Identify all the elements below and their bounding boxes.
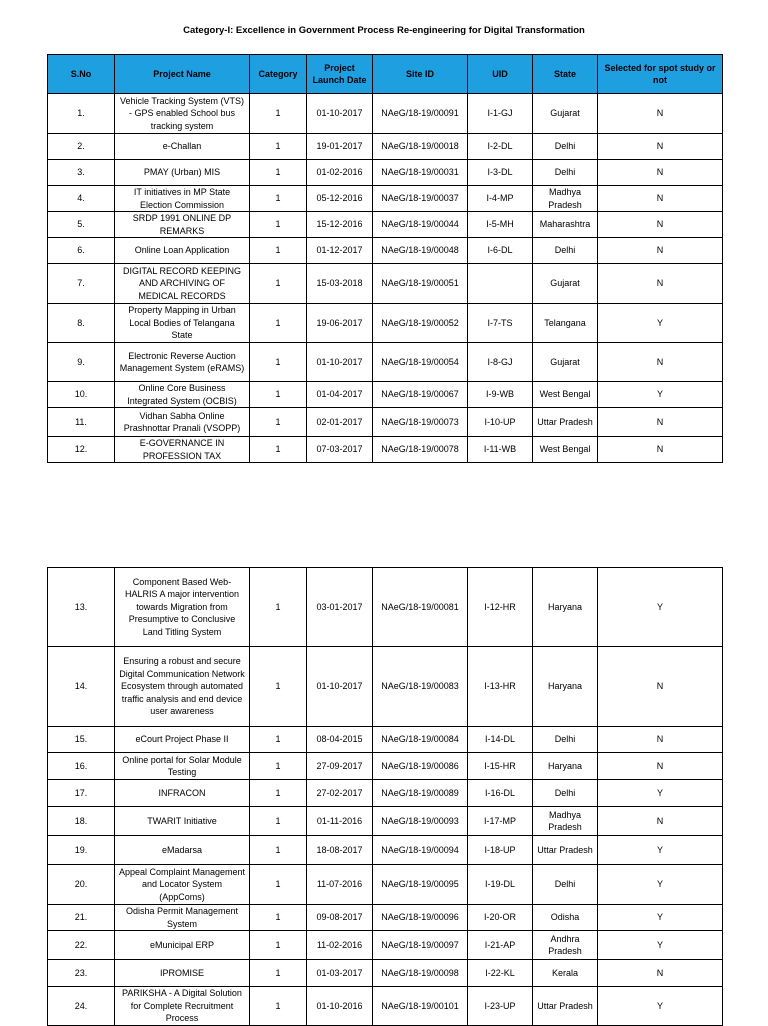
cell-selected: N bbox=[598, 212, 723, 238]
cell-site-id: NAeG/18-19/00084 bbox=[373, 727, 468, 753]
cell-category: 1 bbox=[250, 865, 307, 905]
table-row bbox=[48, 647, 723, 727]
table-row bbox=[48, 212, 723, 238]
cell-state: Madhya Pradesh bbox=[533, 807, 598, 836]
cell-project-name: DIGITAL RECORD KEEPING AND ARCHIVING OF MEDICAL RECORDS bbox=[115, 264, 250, 304]
cell-uid: I-1-GJ bbox=[468, 94, 533, 134]
table-row bbox=[48, 987, 723, 1026]
cell-state: Madhya Pradesh bbox=[533, 186, 598, 212]
cell-state: Andhra Pradesh bbox=[533, 931, 598, 960]
cell-category: 1 bbox=[250, 647, 307, 727]
cell-uid: I-22-KL bbox=[468, 960, 533, 987]
cell-state: Delhi bbox=[533, 134, 598, 160]
table-row bbox=[48, 780, 723, 807]
table-row bbox=[48, 134, 723, 160]
table-row bbox=[48, 264, 723, 304]
cell-launch-date: 01-11-2016 bbox=[307, 807, 373, 836]
cell-sno: 18. bbox=[48, 807, 115, 836]
cell-state: Gujarat bbox=[533, 264, 598, 304]
header-site-id: Site ID bbox=[373, 55, 468, 94]
cell-uid: I-6-DL bbox=[468, 238, 533, 264]
header-selected: Selected for spot study or not bbox=[598, 55, 723, 94]
cell-category: 1 bbox=[250, 212, 307, 238]
cell-selected: N bbox=[598, 186, 723, 212]
cell-uid: I-4-MP bbox=[468, 186, 533, 212]
cell-category: 1 bbox=[250, 238, 307, 264]
cell-launch-date: 15-12-2016 bbox=[307, 212, 373, 238]
cell-project-name: Vidhan Sabha Online Prashnottar Pranali (VSOPP) bbox=[115, 408, 250, 437]
table-row bbox=[48, 238, 723, 264]
cell-sno: 19. bbox=[48, 836, 115, 865]
cell-selected: N bbox=[598, 134, 723, 160]
cell-uid: I-20-OR bbox=[468, 905, 533, 931]
cell-project-name: Appeal Complaint Management and Locator System (AppComs) bbox=[115, 865, 250, 905]
cell-selected: Y bbox=[598, 905, 723, 931]
cell-selected: N bbox=[598, 960, 723, 987]
cell-site-id: NAeG/18-19/00073 bbox=[373, 408, 468, 437]
cell-state: Delhi bbox=[533, 238, 598, 264]
header-row bbox=[48, 55, 723, 94]
cell-project-name: eCourt Project Phase II bbox=[115, 727, 250, 753]
cell-category: 1 bbox=[250, 931, 307, 960]
cell-project-name: Ensuring a robust and secure Digital Communication Network Ecosystem through automated traffic analysis and end device user awareness bbox=[115, 647, 250, 727]
table-row bbox=[48, 836, 723, 865]
cell-project-name: e-Challan bbox=[115, 134, 250, 160]
cell-launch-date: 15-03-2018 bbox=[307, 264, 373, 304]
cell-uid: I-12-HR bbox=[468, 568, 533, 647]
cell-state: Maharashtra bbox=[533, 212, 598, 238]
cell-category: 1 bbox=[250, 836, 307, 865]
cell-sno: 5. bbox=[48, 212, 115, 238]
cell-site-id: NAeG/18-19/00018 bbox=[373, 134, 468, 160]
cell-state: Uttar Pradesh bbox=[533, 987, 598, 1026]
table-row bbox=[48, 160, 723, 186]
cell-project-name: IPROMISE bbox=[115, 960, 250, 987]
cell-site-id: NAeG/18-19/00048 bbox=[373, 238, 468, 264]
cell-launch-date: 18-08-2017 bbox=[307, 836, 373, 865]
cell-category: 1 bbox=[250, 304, 307, 343]
cell-category: 1 bbox=[250, 437, 307, 463]
cell-sno: 10. bbox=[48, 382, 115, 408]
header-uid: UID bbox=[468, 55, 533, 94]
cell-selected: Y bbox=[598, 382, 723, 408]
cell-site-id: NAeG/18-19/00089 bbox=[373, 780, 468, 807]
cell-sno: 16. bbox=[48, 753, 115, 780]
cell-category: 1 bbox=[250, 160, 307, 186]
cell-launch-date: 01-10-2017 bbox=[307, 343, 373, 382]
cell-selected: N bbox=[598, 807, 723, 836]
cell-launch-date: 01-12-2017 bbox=[307, 238, 373, 264]
cell-sno: 17. bbox=[48, 780, 115, 807]
header-sno: S.No bbox=[48, 55, 115, 94]
cell-category: 1 bbox=[250, 264, 307, 304]
cell-project-name: Electronic Reverse Auction Management System (eRAMS) bbox=[115, 343, 250, 382]
cell-sno: 21. bbox=[48, 905, 115, 931]
cell-launch-date: 07-03-2017 bbox=[307, 437, 373, 463]
cell-project-name: Property Mapping in Urban Local Bodies of Telangana State bbox=[115, 304, 250, 343]
table-row bbox=[48, 960, 723, 987]
cell-launch-date: 08-04-2015 bbox=[307, 727, 373, 753]
cell-uid: I-8-GJ bbox=[468, 343, 533, 382]
cell-sno: 13. bbox=[48, 568, 115, 647]
cell-launch-date: 02-01-2017 bbox=[307, 408, 373, 437]
cell-sno: 6. bbox=[48, 238, 115, 264]
cell-selected: N bbox=[598, 343, 723, 382]
cell-uid: I-18-UP bbox=[468, 836, 533, 865]
table-row bbox=[48, 568, 723, 647]
cell-selected: Y bbox=[598, 931, 723, 960]
cell-state: Haryana bbox=[533, 647, 598, 727]
cell-project-name: eMunicipal ERP bbox=[115, 931, 250, 960]
cell-site-id: NAeG/18-19/00096 bbox=[373, 905, 468, 931]
cell-sno: 20. bbox=[48, 865, 115, 905]
table-row bbox=[48, 382, 723, 408]
cell-uid: I-19-DL bbox=[468, 865, 533, 905]
cell-category: 1 bbox=[250, 408, 307, 437]
cell-category: 1 bbox=[250, 905, 307, 931]
cell-uid: I-21-AP bbox=[468, 931, 533, 960]
cell-site-id: NAeG/18-19/00093 bbox=[373, 807, 468, 836]
cell-project-name: Online Loan Application bbox=[115, 238, 250, 264]
cell-site-id: NAeG/18-19/00037 bbox=[373, 186, 468, 212]
cell-sno: 15. bbox=[48, 727, 115, 753]
cell-sno: 24. bbox=[48, 987, 115, 1026]
cell-state: Gujarat bbox=[533, 94, 598, 134]
cell-sno: 7. bbox=[48, 264, 115, 304]
cell-selected: Y bbox=[598, 304, 723, 343]
cell-uid: I-9-WB bbox=[468, 382, 533, 408]
header-project-name: Project Name bbox=[115, 55, 250, 94]
cell-project-name: Component Based Web-HALRIS A major intervention towards Migration from Presumptive to Conclusive Land Titling System bbox=[115, 568, 250, 647]
cell-project-name: Online Core Business Integrated System (OCBIS) bbox=[115, 382, 250, 408]
cell-launch-date: 09-08-2017 bbox=[307, 905, 373, 931]
table-row bbox=[48, 186, 723, 212]
cell-selected: Y bbox=[598, 568, 723, 647]
cell-project-name: PMAY (Urban) MIS bbox=[115, 160, 250, 186]
cell-category: 1 bbox=[250, 987, 307, 1026]
cell-state: Uttar Pradesh bbox=[533, 836, 598, 865]
cell-site-id: NAeG/18-19/00086 bbox=[373, 753, 468, 780]
cell-launch-date: 01-10-2016 bbox=[307, 987, 373, 1026]
cell-site-id: NAeG/18-19/00094 bbox=[373, 836, 468, 865]
cell-project-name: eMadarsa bbox=[115, 836, 250, 865]
cell-site-id: NAeG/18-19/00031 bbox=[373, 160, 468, 186]
cell-launch-date: 19-06-2017 bbox=[307, 304, 373, 343]
cell-site-id: NAeG/18-19/00101 bbox=[373, 987, 468, 1026]
cell-category: 1 bbox=[250, 568, 307, 647]
cell-selected: N bbox=[598, 238, 723, 264]
cell-selected: N bbox=[598, 647, 723, 727]
cell-launch-date: 01-03-2017 bbox=[307, 960, 373, 987]
cell-launch-date: 27-02-2017 bbox=[307, 780, 373, 807]
cell-sno: 12. bbox=[48, 437, 115, 463]
cell-state: Delhi bbox=[533, 727, 598, 753]
cell-state: West Bengal bbox=[533, 382, 598, 408]
cell-launch-date: 01-02-2016 bbox=[307, 160, 373, 186]
cell-sno: 8. bbox=[48, 304, 115, 343]
cell-uid: I-3-DL bbox=[468, 160, 533, 186]
cell-state: Gujarat bbox=[533, 343, 598, 382]
cell-project-name: IT initiatives in MP State Election Commission bbox=[115, 186, 250, 212]
table-row bbox=[48, 807, 723, 836]
table-row bbox=[48, 905, 723, 931]
table-row bbox=[48, 753, 723, 780]
table-row bbox=[48, 865, 723, 905]
cell-state: West Bengal bbox=[533, 437, 598, 463]
cell-sno: 11. bbox=[48, 408, 115, 437]
header-launch-date: Project Launch Date bbox=[307, 55, 373, 94]
cell-site-id: NAeG/18-19/00054 bbox=[373, 343, 468, 382]
cell-state: Telangana bbox=[533, 304, 598, 343]
cell-project-name: PARIKSHA - A Digital Solution for Complete Recruitment Process bbox=[115, 987, 250, 1026]
cell-site-id: NAeG/18-19/00097 bbox=[373, 931, 468, 960]
projects-table-1 bbox=[47, 54, 723, 463]
cell-launch-date: 01-04-2017 bbox=[307, 382, 373, 408]
table-row bbox=[48, 408, 723, 437]
cell-site-id: NAeG/18-19/00067 bbox=[373, 382, 468, 408]
cell-uid: I-15-HR bbox=[468, 753, 533, 780]
cell-state: Haryana bbox=[533, 753, 598, 780]
table-row bbox=[48, 727, 723, 753]
cell-launch-date: 03-01-2017 bbox=[307, 568, 373, 647]
cell-selected: N bbox=[598, 408, 723, 437]
cell-sno: 4. bbox=[48, 186, 115, 212]
cell-category: 1 bbox=[250, 780, 307, 807]
cell-selected: N bbox=[598, 160, 723, 186]
cell-selected: N bbox=[598, 94, 723, 134]
cell-site-id: NAeG/18-19/00052 bbox=[373, 304, 468, 343]
projects-table-2 bbox=[47, 567, 723, 1026]
cell-site-id: NAeG/18-19/00091 bbox=[373, 94, 468, 134]
cell-launch-date: 01-10-2017 bbox=[307, 647, 373, 727]
table-row bbox=[48, 343, 723, 382]
cell-site-id: NAeG/18-19/00095 bbox=[373, 865, 468, 905]
page-title: Category-I: Excellence in Government Process Re-engineering for Digital Transformation bbox=[183, 25, 585, 36]
cell-category: 1 bbox=[250, 134, 307, 160]
cell-state: Delhi bbox=[533, 160, 598, 186]
cell-uid: I-10-UP bbox=[468, 408, 533, 437]
cell-project-name: TWARIT Initiative bbox=[115, 807, 250, 836]
cell-selected: N bbox=[598, 437, 723, 463]
cell-category: 1 bbox=[250, 753, 307, 780]
cell-state: Uttar Pradesh bbox=[533, 408, 598, 437]
cell-sno: 22. bbox=[48, 931, 115, 960]
cell-project-name: Odisha Permit Management System bbox=[115, 905, 250, 931]
cell-site-id: NAeG/18-19/00098 bbox=[373, 960, 468, 987]
cell-uid: I-7-TS bbox=[468, 304, 533, 343]
cell-uid: I-16-DL bbox=[468, 780, 533, 807]
cell-sno: 1. bbox=[48, 94, 115, 134]
cell-site-id: NAeG/18-19/00078 bbox=[373, 437, 468, 463]
table-row bbox=[48, 304, 723, 343]
cell-selected: Y bbox=[598, 987, 723, 1026]
cell-project-name: E-GOVERNANCE IN PROFESSION TAX bbox=[115, 437, 250, 463]
header-category: Category bbox=[250, 55, 307, 94]
cell-selected: N bbox=[598, 753, 723, 780]
cell-state: Delhi bbox=[533, 865, 598, 905]
cell-uid: I-11-WB bbox=[468, 437, 533, 463]
table-row bbox=[48, 94, 723, 134]
cell-sno: 9. bbox=[48, 343, 115, 382]
cell-state: Delhi bbox=[533, 780, 598, 807]
table-row bbox=[48, 931, 723, 960]
cell-sno: 14. bbox=[48, 647, 115, 727]
cell-selected: Y bbox=[598, 836, 723, 865]
cell-selected: Y bbox=[598, 865, 723, 905]
cell-category: 1 bbox=[250, 727, 307, 753]
cell-uid: I-13-HR bbox=[468, 647, 533, 727]
cell-sno: 3. bbox=[48, 160, 115, 186]
cell-launch-date: 01-10-2017 bbox=[307, 94, 373, 134]
header-state: State bbox=[533, 55, 598, 94]
table-row bbox=[48, 437, 723, 463]
cell-launch-date: 11-02-2016 bbox=[307, 931, 373, 960]
cell-uid: I-2-DL bbox=[468, 134, 533, 160]
cell-sno: 23. bbox=[48, 960, 115, 987]
cell-category: 1 bbox=[250, 343, 307, 382]
cell-category: 1 bbox=[250, 186, 307, 212]
cell-category: 1 bbox=[250, 807, 307, 836]
cell-project-name: SRDP 1991 ONLINE DP REMARKS bbox=[115, 212, 250, 238]
cell-sno: 2. bbox=[48, 134, 115, 160]
cell-selected: N bbox=[598, 727, 723, 753]
cell-uid: I-14-DL bbox=[468, 727, 533, 753]
cell-launch-date: 19-01-2017 bbox=[307, 134, 373, 160]
cell-category: 1 bbox=[250, 94, 307, 134]
cell-uid: I-23-UP bbox=[468, 987, 533, 1026]
cell-uid: I-5-MH bbox=[468, 212, 533, 238]
cell-category: 1 bbox=[250, 960, 307, 987]
cell-uid bbox=[468, 264, 533, 304]
cell-site-id: NAeG/18-19/00044 bbox=[373, 212, 468, 238]
cell-launch-date: 05-12-2016 bbox=[307, 186, 373, 212]
cell-project-name: Online portal for Solar Module Testing bbox=[115, 753, 250, 780]
cell-project-name: Vehicle Tracking System (VTS) - GPS enabled School bus tracking system bbox=[115, 94, 250, 134]
cell-category: 1 bbox=[250, 382, 307, 408]
cell-site-id: NAeG/18-19/00051 bbox=[373, 264, 468, 304]
cell-launch-date: 27-09-2017 bbox=[307, 753, 373, 780]
cell-state: Odisha bbox=[533, 905, 598, 931]
cell-uid: I-17-MP bbox=[468, 807, 533, 836]
cell-site-id: NAeG/18-19/00081 bbox=[373, 568, 468, 647]
cell-state: Kerala bbox=[533, 960, 598, 987]
cell-state: Haryana bbox=[533, 568, 598, 647]
cell-site-id: NAeG/18-19/00083 bbox=[373, 647, 468, 727]
cell-selected: Y bbox=[598, 780, 723, 807]
cell-project-name: INFRACON bbox=[115, 780, 250, 807]
cell-launch-date: 11-07-2016 bbox=[307, 865, 373, 905]
cell-selected: N bbox=[598, 264, 723, 304]
